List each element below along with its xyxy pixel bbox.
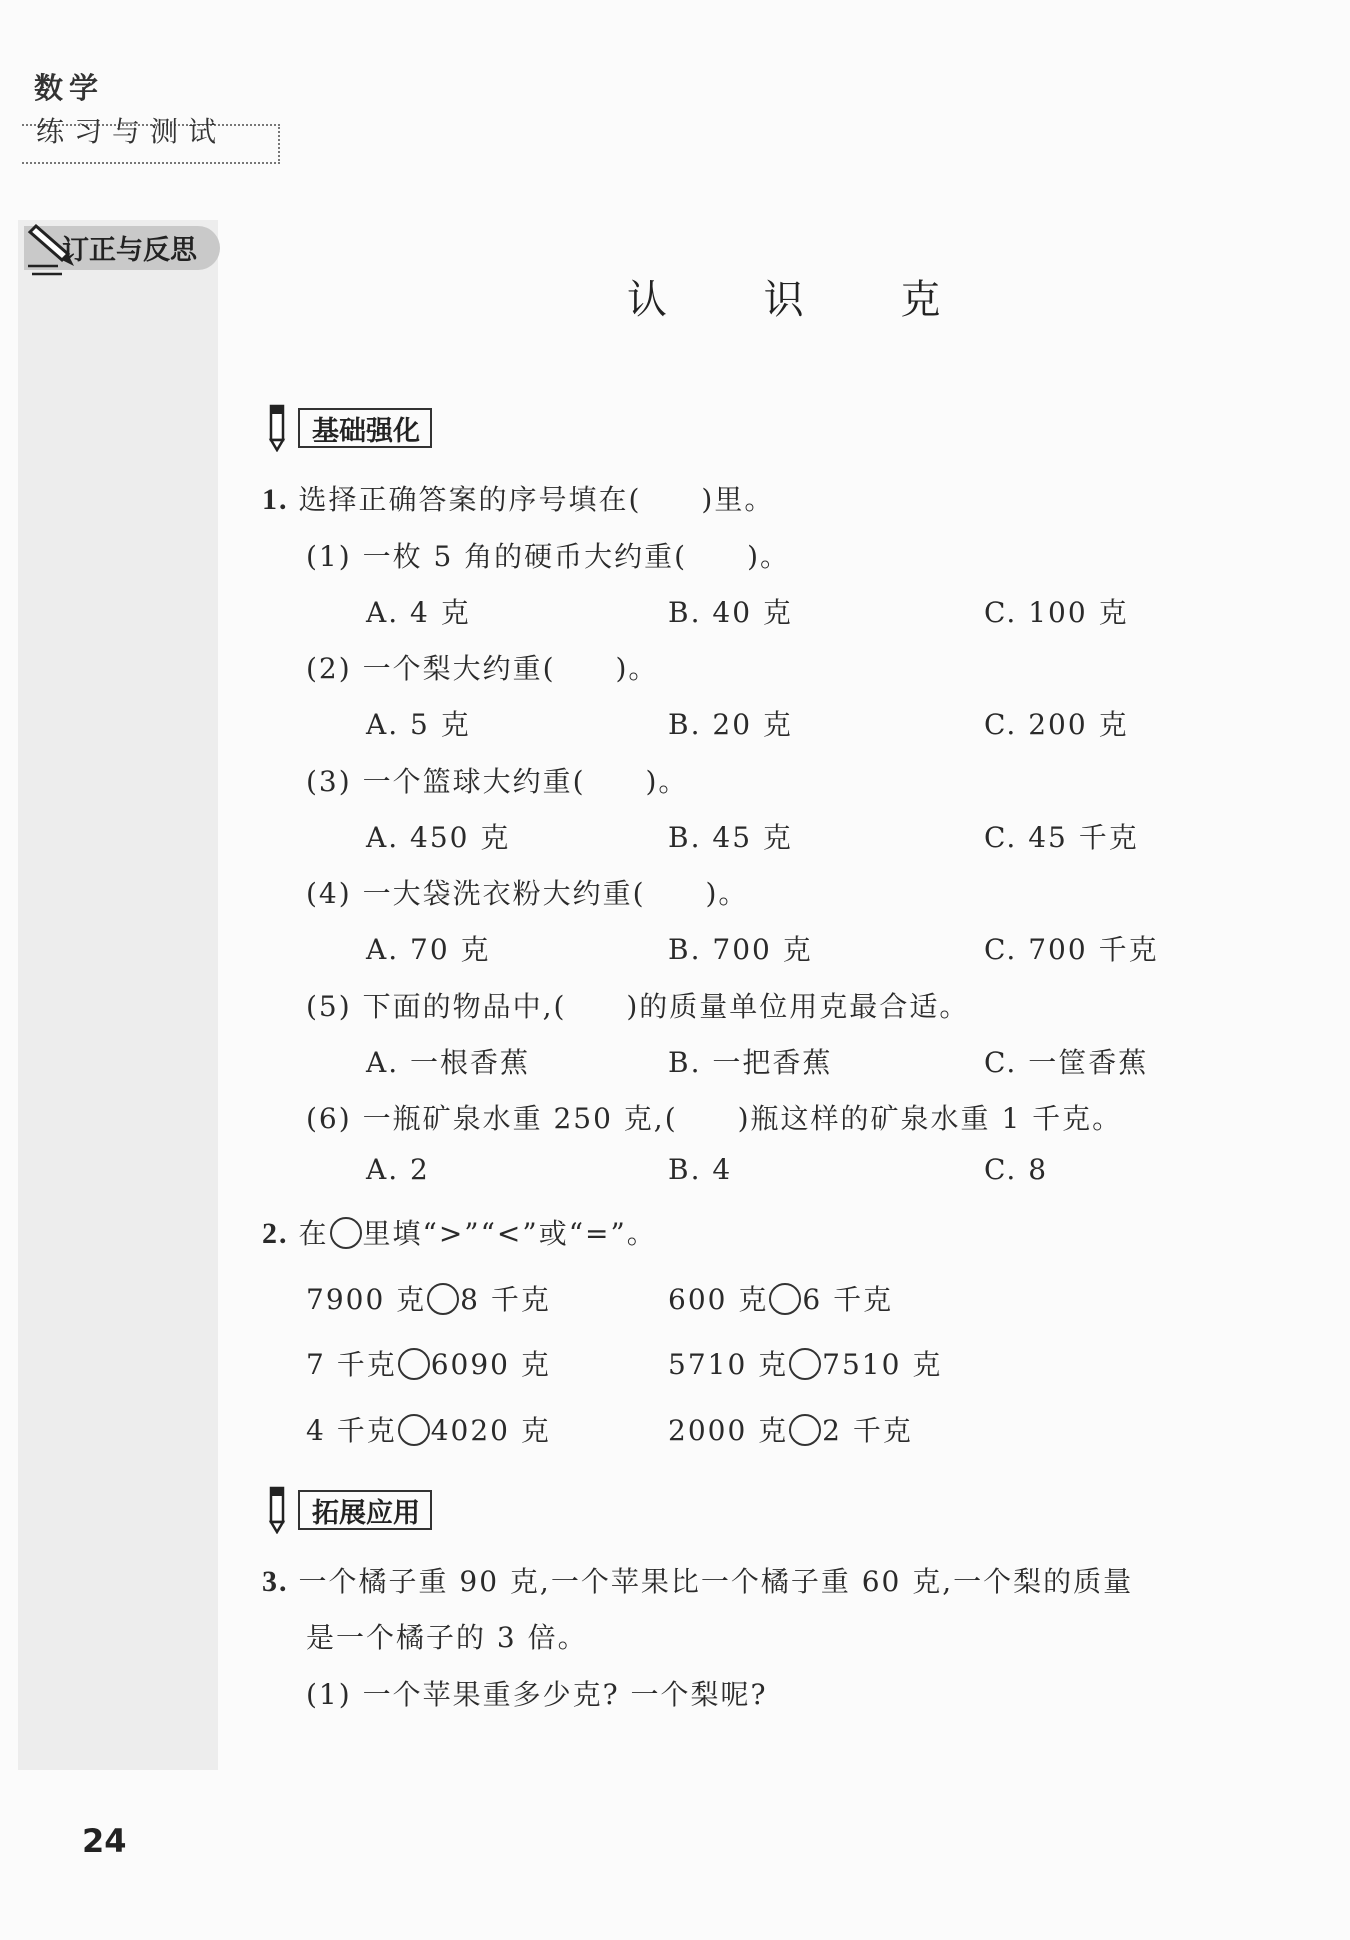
pencil-icon	[266, 1486, 288, 1534]
question-text: 里填“>”“<”或“=”。	[362, 1217, 657, 1250]
option-b: B. 一把香蕉	[668, 1046, 833, 1079]
blank-circle[interactable]	[789, 1414, 821, 1446]
option-c: C. 200 克	[984, 708, 1129, 741]
blank-circle[interactable]	[427, 1283, 459, 1315]
sidebar-label: 订正与反思	[62, 235, 197, 266]
option-a: A. 5 克	[366, 708, 471, 741]
blank-circle[interactable]	[330, 1217, 362, 1249]
question-text: 在	[298, 1217, 329, 1250]
blank-circle[interactable]	[769, 1283, 801, 1315]
option-a: A. 一根香蕉	[366, 1046, 531, 1079]
q1-item-4: (4) 一大袋洗衣粉大约重( )。	[306, 877, 749, 910]
question-3-sub1: (1) 一个苹果重多少克? 一个梨呢?	[306, 1678, 768, 1711]
option-c: C. 700 千克	[984, 933, 1159, 966]
question-number: 2.	[262, 1217, 289, 1250]
question-number: 3.	[262, 1565, 289, 1598]
compare-left: 7 千克 6090 克	[306, 1348, 551, 1381]
section-label: 基础强化	[298, 408, 432, 448]
option-a: A. 2	[366, 1153, 430, 1186]
option-b: B. 4	[668, 1153, 733, 1186]
compare-left: 4 千克 4020 克	[306, 1414, 551, 1447]
option-b: B. 45 克	[668, 821, 793, 854]
q1-item-6: (6) 一瓶矿泉水重 250 克,( )瓶这样的矿泉水重 1 千克。	[306, 1102, 1123, 1135]
compare-right: 2000 克 2 千克	[668, 1414, 913, 1447]
option-c: C. 100 克	[984, 596, 1129, 629]
option-b: B. 40 克	[668, 596, 793, 629]
option-c: C. 8	[984, 1153, 1049, 1186]
question-text: 一个橘子重 90 克,一个苹果比一个橘子重 60 克,一个梨的质量	[298, 1565, 1134, 1598]
option-b: B. 20 克	[668, 708, 793, 741]
option-a: A. 450 克	[366, 821, 511, 854]
blank-circle[interactable]	[789, 1348, 821, 1380]
section-label: 拓展应用	[298, 1490, 432, 1530]
section-header-basic	[266, 408, 432, 448]
compare-right: 5710 克 7510 克	[668, 1348, 943, 1381]
compare-right: 600 克 6 千克	[668, 1283, 894, 1316]
q1-item-1: (1) 一枚 5 角的硬币大约重( )。	[306, 540, 791, 573]
q1-item-3: (3) 一个篮球大约重( )。	[306, 765, 689, 798]
page-number: 24	[82, 1822, 127, 1860]
compare-left: 7900 克 8 千克	[306, 1283, 551, 1316]
blank-circle[interactable]	[398, 1414, 430, 1446]
option-c: C. 45 千克	[984, 821, 1139, 854]
option-c: C. 一筐香蕉	[984, 1046, 1149, 1079]
book-subject: 数学	[34, 71, 105, 105]
question-number: 1.	[262, 483, 289, 516]
question-text: 选择正确答案的序号填在( )里。	[298, 483, 775, 516]
pencil-icon	[266, 404, 288, 452]
option-b: B. 700 克	[668, 933, 813, 966]
question-3-line2: 是一个橘子的 3 倍。	[306, 1621, 588, 1654]
question-3-line1	[262, 1560, 1133, 1600]
blank-circle[interactable]	[398, 1348, 430, 1380]
q1-item-5: (5) 下面的物品中,( )的质量单位用克最合适。	[306, 990, 970, 1023]
section-header-extend	[266, 1490, 432, 1530]
option-a: A. 4 克	[366, 596, 471, 629]
page-title: 认 识 克	[627, 277, 983, 323]
book-series-title: 练习与测试	[36, 115, 227, 148]
option-a: A. 70 克	[366, 933, 491, 966]
question-2-stem	[262, 1212, 657, 1252]
question-1-stem	[262, 478, 774, 518]
correction-sidebar	[18, 220, 218, 1770]
q1-item-2: (2) 一个梨大约重( )。	[306, 652, 659, 685]
